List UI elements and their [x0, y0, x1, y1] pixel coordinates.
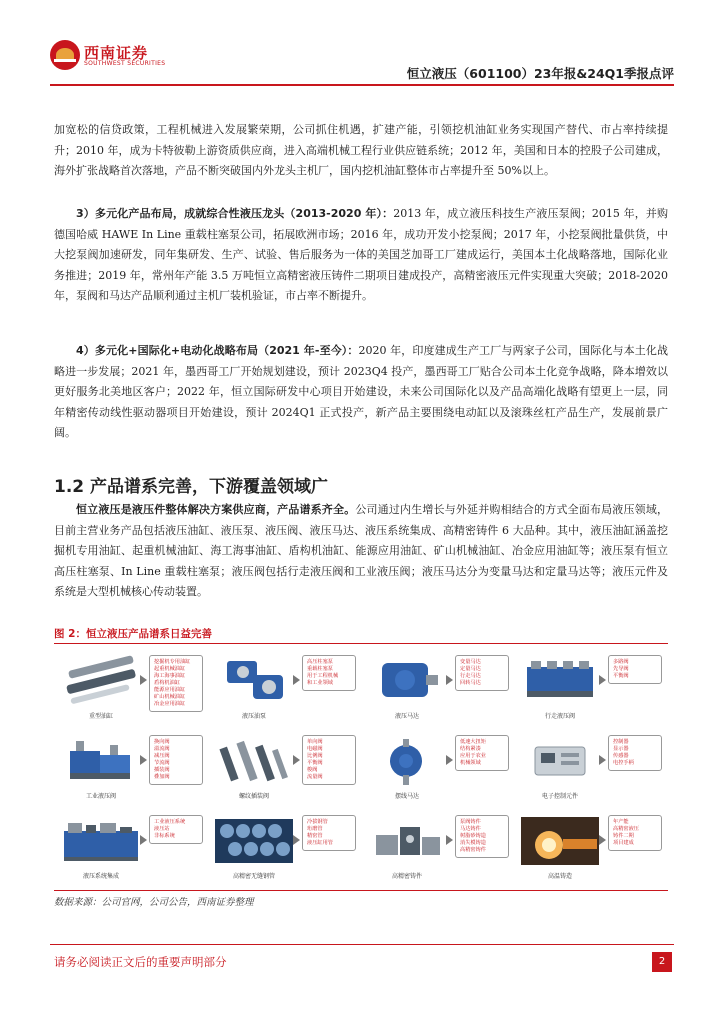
arrow-right-icon: [599, 755, 606, 765]
product-label: 高精密铸件: [391, 873, 422, 880]
logo-english-name: SOUTHWEST SECURITIES: [84, 60, 166, 67]
product-note: 矿山机械油缸: [154, 694, 186, 700]
page-number: 2: [652, 952, 672, 972]
product-cell: [58, 809, 205, 883]
product-note: 用于工程机械: [307, 673, 339, 679]
product-note: 叠加阀: [154, 774, 170, 780]
paragraph-text: 加宽松的信贷政策，工程机械进入发展繁荣期，公司抓住机遇，扩建产能，引领挖机油缸业务实现国产替代、市占率持续提升；2010 年，成为卡特彼勒上游资质供应商，进入高端机械工程行业供应链系统；2012 年，美国和日本的控股子公司建成，海外扩张战略首次落地，产品不断突破国内外龙头主机厂，国内挖机油缸整体市占率提升至 50%以上。: [54, 123, 668, 177]
product-notes-box: [149, 735, 203, 785]
product-note: 平衡阀: [613, 673, 629, 679]
footer-divider: [50, 944, 674, 945]
product-image: [60, 813, 142, 869]
product-note: 机械领域: [460, 760, 481, 766]
product-note: 非标系统: [154, 833, 175, 839]
paragraph-stage-4: [54, 341, 668, 444]
product-image: [213, 733, 295, 789]
product-note: 液压缸用管: [307, 840, 333, 846]
section-title: 1.2 产品谱系完善，下游覆盖领域广: [54, 477, 329, 497]
product-image: [366, 813, 448, 869]
product-note: 应用于农业: [460, 753, 486, 759]
arrow-right-icon: [293, 835, 300, 845]
product-cell: [211, 649, 358, 723]
product-lineup-figure: [54, 645, 668, 889]
product-cell: [517, 649, 664, 723]
header-divider: [50, 84, 674, 86]
product-note: 高压柱塞泵: [307, 659, 333, 665]
figure-top-rule: [54, 643, 668, 644]
paragraph-text: 2013 年，成立液压科技生产液压泵阀；2015 年，并购德国哈威 HAWE In Line 重载柱塞泵公司，拓展欧洲市场；2016 年，成功开发小挖泵阀；2017 年，小挖泵阀批量供货，中大挖泵阀加速研发，同年集研发、生产、试验、售后服务为一体的美国芝加哥工厂建成运行，美国本土化战略落地，国际化业务推进；2019 年，常州年产能 3.5 万吨恒立高精密液压铸件二期项目建成投产，高精密液压元件实现重大突破；2018-2020 年，泵阀和马达产品顺利通过主机厂装机验证，市占率不断提升。: [54, 207, 669, 302]
product-label: 高精密无缝钢管: [232, 873, 275, 880]
product-note: 铸件二期: [613, 833, 634, 839]
product-note: 控制器: [613, 739, 629, 745]
product-image: [213, 653, 295, 709]
product-note: 项目建成: [613, 840, 634, 846]
arrow-right-icon: [293, 755, 300, 765]
product-note: 工业液压系统: [154, 819, 186, 825]
product-cell: [58, 649, 205, 723]
product-notes-box: [302, 815, 356, 851]
product-notes-box: [149, 655, 203, 712]
product-note: 和工业领域: [307, 680, 333, 686]
product-note: 年产能: [613, 819, 629, 825]
paragraph-history-2: [54, 120, 668, 182]
product-label: 液压油泵: [241, 713, 266, 720]
product-notes-box: [302, 735, 356, 785]
product-label: 螺纹插装阀: [238, 793, 269, 800]
product-cell: [211, 809, 358, 883]
product-note: 海工海事油缸: [154, 673, 186, 679]
product-note: 树脂砂铸造: [460, 833, 486, 839]
product-note: 液压站: [154, 826, 170, 832]
product-note: 挖掘机专用油缸: [154, 659, 191, 665]
product-notes-box: [608, 735, 662, 771]
product-label: 液压马达: [394, 713, 419, 720]
product-note: 多路阀: [613, 659, 629, 665]
product-note: 定量马达: [460, 666, 481, 672]
product-image: [213, 813, 295, 869]
product-note: 溢流阀: [154, 746, 170, 752]
product-note: 变量马达: [460, 659, 481, 665]
product-cell: [58, 729, 205, 803]
product-note: 先导阀: [613, 666, 629, 672]
product-note: 低速大扭矩: [460, 739, 486, 745]
arrow-right-icon: [446, 835, 453, 845]
product-label: 工业液压阀: [85, 793, 116, 800]
figure-title: 图 2：恒立液压产品谱系日益完善: [54, 628, 212, 640]
product-image: [60, 733, 142, 789]
product-label: 行走液压阀: [544, 713, 575, 720]
product-note: 电磁阀: [307, 746, 323, 752]
company-logo: [50, 40, 166, 72]
product-note: 梭阀: [307, 767, 318, 773]
product-cell: [211, 729, 358, 803]
product-cell: [517, 809, 664, 883]
product-notes-box: [455, 735, 509, 771]
paragraph-stage-3: [54, 204, 668, 307]
logo-icon: [50, 40, 80, 70]
arrow-right-icon: [446, 755, 453, 765]
paragraph-heading: 恒立液压是液压件整体解决方案供应商，产品谱系齐全。: [76, 503, 356, 516]
page-header: [0, 0, 724, 92]
product-note: 行走马达: [460, 673, 481, 679]
arrow-right-icon: [140, 675, 147, 685]
product-image: [366, 653, 448, 709]
product-note: 结构紧凑: [460, 746, 481, 752]
product-note: 精密管: [307, 833, 323, 839]
product-note: 高精密铸件: [460, 847, 486, 853]
figure-bottom-rule: [54, 890, 668, 891]
product-notes-box: [455, 815, 509, 858]
product-notes-box: [302, 655, 356, 691]
product-label: 高温铸造: [547, 873, 572, 880]
arrow-right-icon: [140, 755, 147, 765]
product-note: 换向阀: [154, 739, 170, 745]
product-label: 重型油缸: [88, 713, 113, 720]
paragraph-heading: 3）多元化产品布局，成就综合性液压龙头（2013-2020 年）：: [76, 207, 394, 220]
product-note: 流量阀: [307, 774, 323, 780]
report-title: 恒立液压（601100）23年报&24Q1季报点评: [406, 66, 674, 81]
product-notes-box: [608, 655, 662, 684]
logo-name: 西南证券: [84, 44, 149, 62]
product-note: 节流阀: [154, 760, 170, 766]
arrow-right-icon: [140, 835, 147, 845]
product-image: [519, 813, 601, 869]
product-image: [366, 733, 448, 789]
paragraph-heading: 4）多元化+国际化+电动化战略布局（2021 年-至今）：: [76, 344, 359, 357]
product-note: 平衡阀: [307, 760, 323, 766]
product-cell: [364, 649, 511, 723]
product-image: [519, 653, 601, 709]
product-notes-box: [149, 815, 203, 844]
footer-disclaimer: 请务必阅读正文后的重要声明部分: [54, 955, 227, 969]
paragraph-product-lineup: [54, 500, 668, 603]
product-image: [60, 653, 142, 709]
product-note: 高精密液压: [613, 826, 639, 832]
product-note: 盾构机油缸: [154, 680, 180, 686]
arrow-right-icon: [446, 675, 453, 685]
product-note: 能源应用油缸: [154, 687, 186, 693]
product-label: 液压系统集成: [82, 873, 119, 880]
product-note: 单向阀: [307, 739, 323, 745]
product-note: 起重机械油缸: [154, 666, 186, 672]
product-note: 传感器: [613, 753, 629, 759]
product-note: 减压阀: [154, 753, 170, 759]
product-note: 电控手柄: [613, 760, 634, 766]
product-label: 电子控制元件: [541, 793, 578, 800]
paragraph-text: 2020 年，印度建成生产工厂与两家子公司，国际化与本土化战略进一步发展；2021 年，墨西哥工厂开始规划建设，预计 2023Q4 投产，墨西哥工厂贴合公司本土化竞争战略，降本增效以更好服务北美地区客户；2022 年，恒立国际研发中心项目开始建设，未来公司国际化以及产品高端化战略有望更上一层，同年精密传动线性驱动器项目开始建设，预计 2024Q1 正式投产，新产品主要围绕电动缸以及滚珠丝杠产品生产，发展前景广阔。: [54, 344, 668, 439]
product-image: [519, 733, 601, 789]
product-note: 冷拔钢管: [307, 819, 328, 825]
product-cell: [364, 809, 511, 883]
paragraph-text: 公司通过内生增长与外延并购相结合的方式全面布局液压领域，目前主营业务产品包括液压油缸、液压泵、液压阀、液压马达、液压系统集成、高精密铸件 6 大品种。其中，液压油缸涵盖挖掘机专用油缸、起重机械油缸、海工海事油缸、盾构机油缸、能源应用油缸、矿山机械油缸、冶金应用油缸等；液压泵有恒立高压柱塞泵、In Line 重载柱塞泵；液压阀包括行走液压阀和工业液压阀；液压马达分为变量马达和定量马达等；液压元件及系统是大型机械核心传动装置。: [54, 503, 668, 598]
figure-source: 数据来源：公司官网，公司公告，西南证券整理: [54, 897, 254, 908]
product-note: 泵阀铸件: [460, 819, 481, 825]
arrow-right-icon: [599, 675, 606, 685]
product-note: 马达铸件: [460, 826, 481, 832]
product-note: 冶金应用油缸: [154, 701, 186, 707]
product-cell: [517, 729, 664, 803]
product-note: 显示器: [613, 746, 629, 752]
product-notes-box: [608, 815, 662, 851]
product-label: 摆线马达: [394, 793, 419, 800]
product-cell: [364, 729, 511, 803]
product-note: 珩磨管: [307, 826, 323, 832]
product-note: 回转马达: [460, 680, 481, 686]
product-notes-box: [455, 655, 509, 691]
arrow-right-icon: [599, 835, 606, 845]
product-note: 重载柱塞泵: [307, 666, 333, 672]
product-note: 比例阀: [307, 753, 323, 759]
arrow-right-icon: [293, 675, 300, 685]
product-note: 插装阀: [154, 767, 170, 773]
product-note: 消失模铸造: [460, 840, 486, 846]
